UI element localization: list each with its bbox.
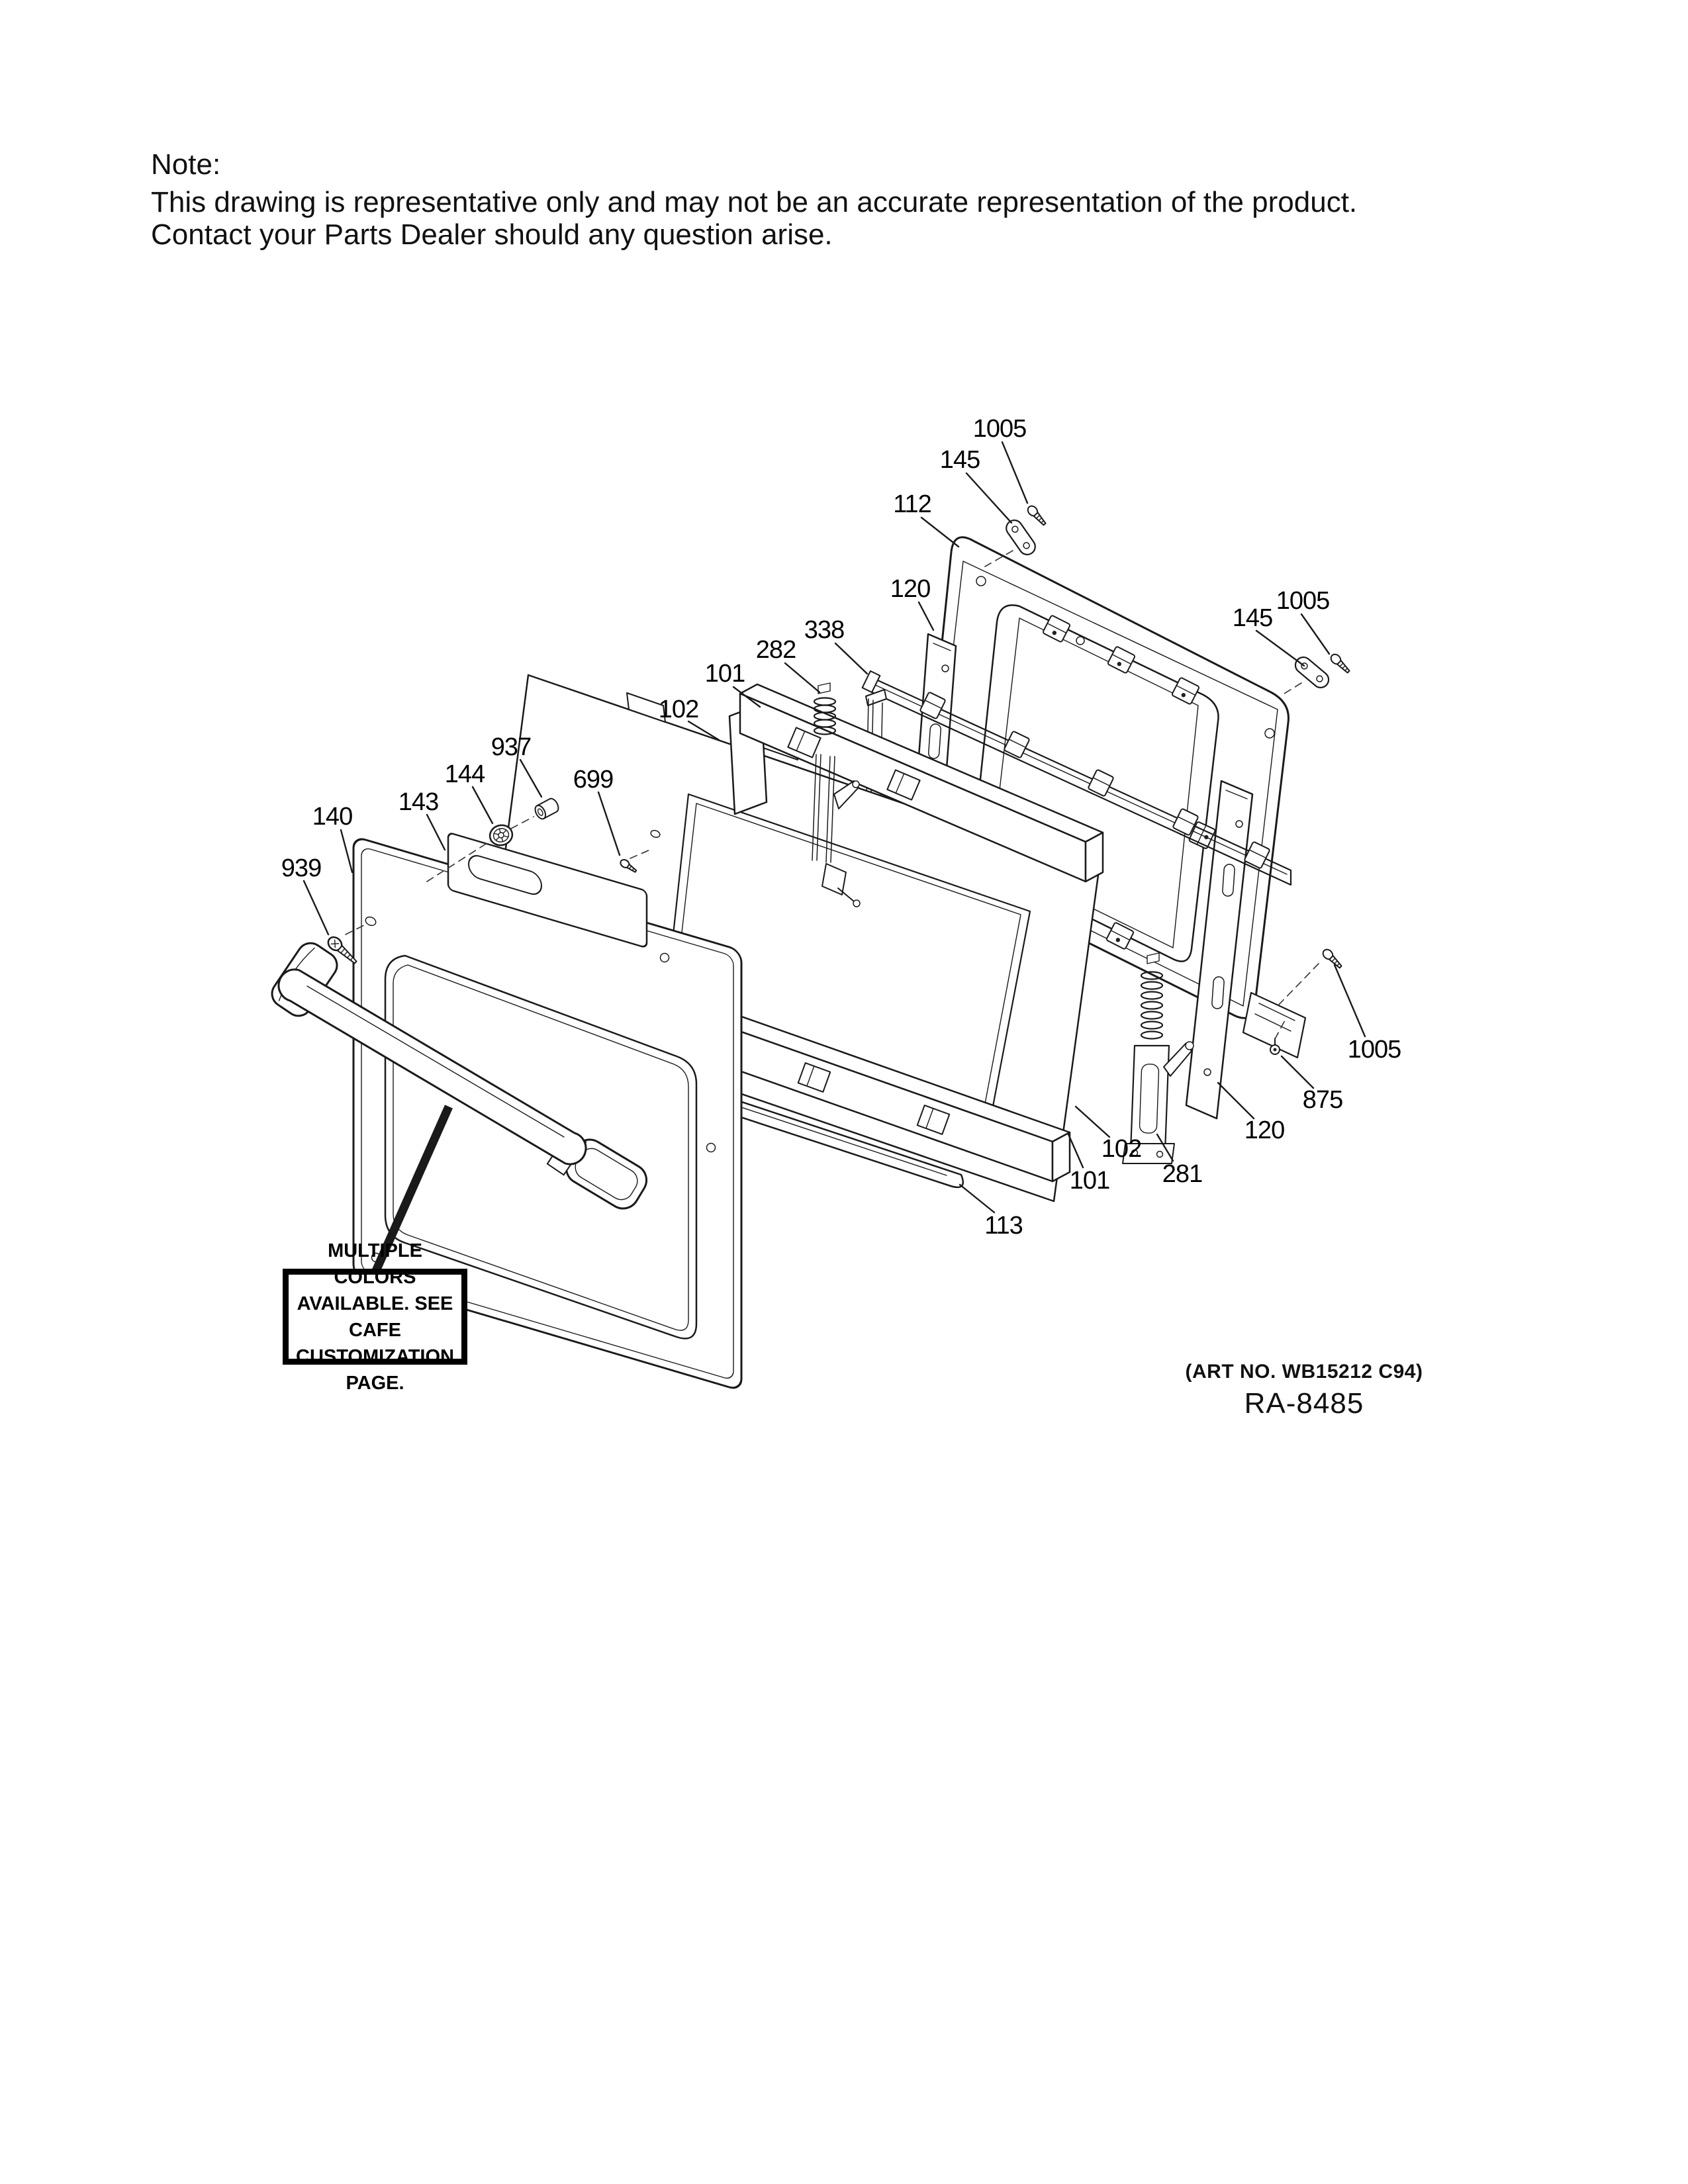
note-line-1: This drawing is representative only and may not be an accurate representation of the product. — [151, 186, 1358, 218]
callout-1005-right: 1005 — [1276, 587, 1330, 615]
drawing-number: RA-8485 — [1244, 1387, 1364, 1420]
callout-102-top: 102 — [658, 696, 699, 723]
callout-1005-bottom: 1005 — [1347, 1036, 1401, 1064]
callout-937: 937 — [491, 733, 532, 761]
callout-144: 144 — [444, 760, 485, 788]
callout-120-left: 120 — [890, 575, 931, 603]
callout-143: 143 — [398, 788, 439, 816]
callout-145-right: 145 — [1232, 604, 1273, 632]
callout-140: 140 — [312, 803, 353, 831]
drawing-footer — [1099, 1361, 1509, 1420]
part-screw-1005-bottom — [1321, 948, 1344, 970]
callout-102-bottom: 102 — [1101, 1135, 1142, 1163]
callout-113: 113 — [984, 1212, 1023, 1240]
note-title: Note: — [151, 148, 221, 181]
assembly-line-1005-bottom — [1278, 964, 1319, 1006]
callout-338: 338 — [804, 616, 845, 644]
color-availability-note — [283, 1240, 467, 1394]
assembly-line-145-right — [1284, 683, 1301, 694]
callout-112: 112 — [893, 490, 931, 518]
color-note-line-1: MULTIPLE COLORS — [328, 1240, 422, 1288]
callout-101-bottom: 101 — [1069, 1167, 1110, 1195]
callout-699: 699 — [573, 766, 614, 794]
part-screw-1005-top — [1026, 504, 1048, 527]
note-line-2: Contact your Parts Dealer should any question arise. — [151, 218, 833, 251]
callout-281: 281 — [1162, 1160, 1203, 1188]
callout-120-right: 120 — [1244, 1116, 1285, 1144]
callout-282: 282 — [755, 636, 796, 664]
callout-1005-top: 1005 — [972, 415, 1027, 443]
color-note-line-3: CUSTOMIZATION PAGE. — [296, 1345, 454, 1394]
part-link-145-top — [1004, 517, 1039, 557]
color-note-line-2: AVAILABLE. SEE CAFE — [297, 1293, 453, 1341]
art-number: (ART NO. WB15212 C94) — [1185, 1361, 1423, 1383]
callout-939: 939 — [281, 854, 322, 882]
callout-101-top: 101 — [704, 660, 745, 688]
callout-145-top: 145 — [939, 446, 980, 474]
part-screw-1005-right — [1329, 653, 1352, 675]
callout-875: 875 — [1302, 1086, 1343, 1114]
